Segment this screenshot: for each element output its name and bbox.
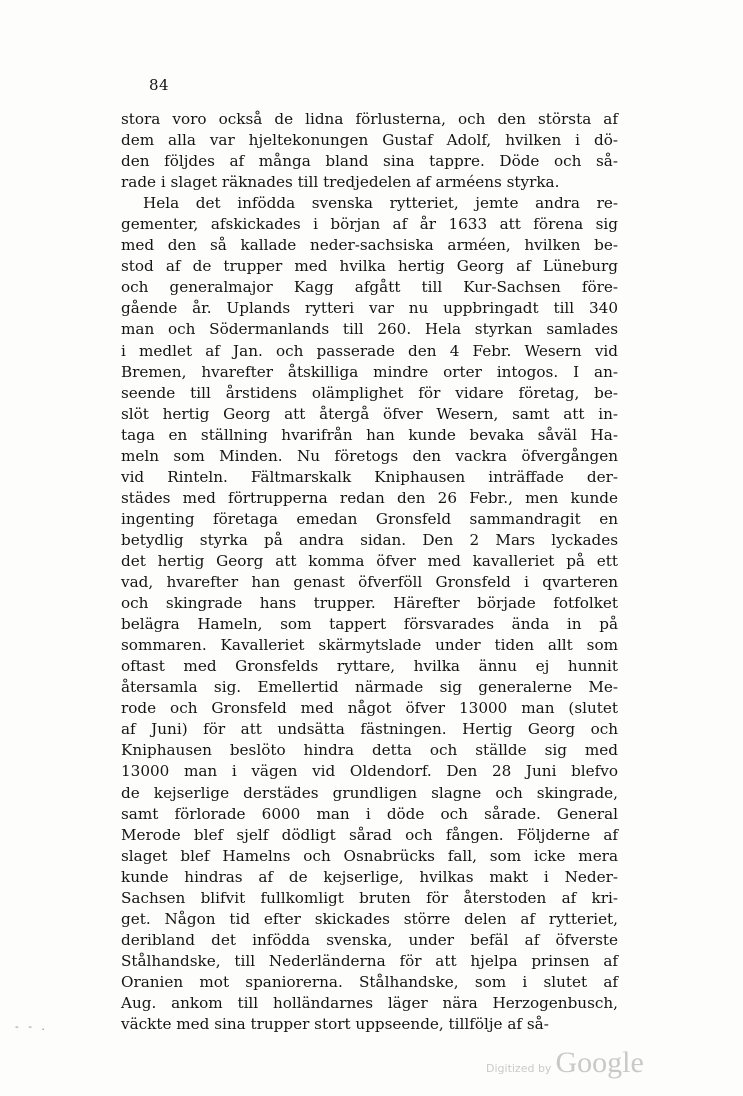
text-line: och skingrade hans trupper. Härefter började fotfolket: [121, 594, 618, 613]
text-line: af Juni) för att undsätta fästningen. Hertig Georg och: [121, 720, 618, 739]
text-line: väckte med sina trupper stort uppseende, tillfölje af så-: [121, 1015, 549, 1034]
text-line: belägra Hameln, som tappert försvarades ända in på: [121, 615, 618, 634]
text-line: man och Södermanlands till 260. Hela styrkan samlades: [121, 320, 618, 339]
page-number: 84: [149, 76, 170, 94]
text-line: vad, hvarefter han genast öfverföll Gronsfeld i qvarteren: [121, 573, 618, 592]
text-line: seende till årstidens olämplighet för vidare företag, be-: [121, 383, 618, 402]
text-line: gående år. Uplands rytteri var nu uppbringadt till 340: [121, 299, 618, 318]
text-line: taga en ställning hvarifrån han kunde bevaka såväl Ha-: [121, 425, 618, 444]
text-line: och generalmajor Kagg afgått till Kur-Sachsen före-: [121, 278, 618, 297]
text-line: Oranien mot spaniorerna. Stålhandske, som i slutet af: [121, 972, 618, 991]
text-line: samt förlorade 6000 man i döde och sårade. General: [121, 804, 618, 823]
text-line: 13000 man i vägen vid Oldendorf. Den 28 Juni blefvo: [121, 762, 618, 781]
text-line: sommaren. Kavalleriet skärmytslade under tiden allt som: [121, 636, 618, 655]
google-logo: Google: [555, 1046, 644, 1079]
text-line: den följdes af många bland sina tappre. Döde och så-: [121, 152, 618, 171]
text-line: rode och Gronsfeld med något öfver 13000 man (slutet: [121, 699, 618, 718]
text-line: med den så kallade neder-sachsiska arméen, hvilken be-: [121, 236, 618, 255]
text-line: Hela det infödda svenska rytteriet, jemte andra re-: [143, 194, 618, 213]
text-line: kunde hindras af de kejserlige, hvilkas makt i Neder-: [121, 867, 618, 886]
text-line: gementer, afskickades i början af år 1633 att förena sig: [121, 215, 618, 234]
text-line: Aug. ankom till holländarnes läger nära Herzogenbusch,: [121, 993, 618, 1012]
text-line: Merode blef sjelf dödligt sårad och fången. Följderne af: [121, 825, 618, 844]
text-line: slaget blef Hamelns och Osnabrücks fall, som icke mera: [121, 846, 618, 865]
text-line: i medlet af Jan. och passerade den 4 Febr. Wesern vid: [121, 341, 618, 360]
text-line: stora voro också de lidna förlusterna, och den största af: [121, 110, 618, 128]
text-line: dem alla var hjeltekonungen Gustaf Adolf, hvilken i dö-: [121, 131, 618, 150]
text-line: ingenting företaga emedan Gronsfeld sammandragit en: [121, 509, 618, 528]
text-line: meln som Minden. Nu företogs den vackra öfvergången: [121, 446, 618, 465]
text-line: Bremen, hvarefter åtskilliga mindre orter intogos. I an-: [121, 362, 618, 381]
text-line: betydlig styrka på andra sidan. Den 2 Mars lyckades: [121, 530, 618, 549]
text-line: rade i slaget räknades till tredjedelen af arméens styrka.: [121, 173, 560, 192]
text-line: Stålhandske, till Nederländerna för att hjelpa prinsen af: [121, 951, 618, 970]
text-line: get. Någon tid efter skickades större delen af rytteriet,: [121, 909, 618, 928]
text-line: det hertig Georg att komma öfver med kavalleriet på ett: [121, 551, 618, 570]
text-line: stod af de trupper med hvilka hertig Georg af Lüneburg: [121, 257, 618, 276]
digitized-by-watermark: [486, 1046, 644, 1080]
text-line: slöt hertig Georg att återgå öfver Wesern, samt att in-: [121, 404, 618, 423]
stray-mark: - - .: [15, 1020, 48, 1033]
text-line: Kniphausen beslöto hindra detta och ställde sig med: [121, 741, 618, 760]
text-line: vid Rinteln. Fältmarskalk Kniphausen inträffade der-: [121, 467, 618, 486]
watermark-prefix: Digitized by: [486, 1062, 552, 1075]
text-line: återsamla sig. Emellertid närmade sig generalerne Me-: [121, 678, 618, 697]
page-text: [121, 109, 618, 1035]
text-line: de kejserlige derstädes grundligen slagne och skingrade,: [121, 783, 618, 802]
text-line: Sachsen blifvit fullkomligt bruten för återstoden af kri-: [121, 888, 618, 907]
text-line: oftast med Gronsfelds ryttare, hvilka ännu ej hunnit: [121, 657, 618, 676]
text-line: deribland det infödda svenska, under befäl af öfverste: [121, 930, 618, 949]
text-line: städes med förtrupperna redan den 26 Febr., men kunde: [121, 488, 618, 507]
